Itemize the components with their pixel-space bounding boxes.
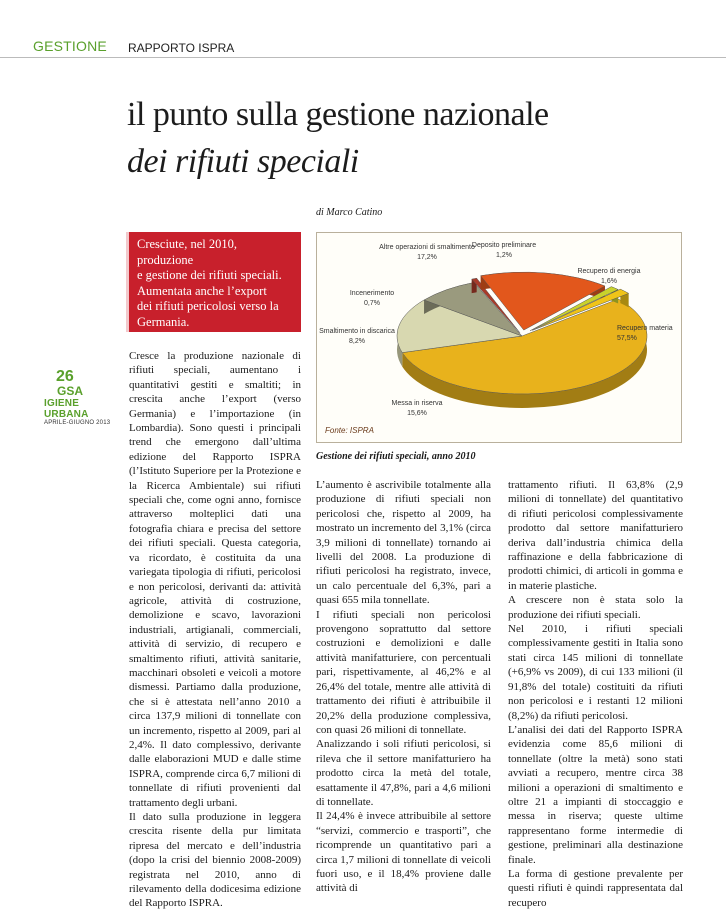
page-number: 26 (56, 368, 74, 385)
paragraph: trattamento rifiuti. Il 63,8% (2,9 milioni di tonnellate) del quantitativo di rifiuti pericolosi complessivamente prodotto dal settore manifatturiero deriva dall’industria chimica della raffinazione e della fabbricazione di prodotti chimici, di articoli in gomma e in materie plastiche. (508, 479, 683, 592)
slice-value-label: 15,6% (407, 410, 427, 417)
highlight-line: Aumentata anche l’export (137, 283, 267, 298)
slice-label: Recupero di energia (577, 268, 641, 275)
headline-line-1: il punto sulla gestione nazionale (127, 96, 549, 133)
slice-label: Recupero materia (617, 325, 673, 332)
paragraph: Il dato sulla produzione in leggera crescita risente della pur limitata ripresa del mercato e dell’industria (dopo la crisi del biennio 2008-2009) registrata nel 2010, anno di rilevamento della dodicesima edizione del Rapporto ISPRA. (129, 811, 301, 910)
highlight-box (126, 232, 301, 332)
paragraph: Cresce la produzione nazionale di rifiuti speciali, aumentano i quantitativi gestiti e smaltiti; in crescita anche l’export (verso Germania) e l’importazione (in Lombardia). Sono questi i principali trend che emergono dall’ultima edizione del Rapporto ISPRA (l’Istituto Superiore per la Protezione e la Ricerca Ambientale) sui rifiuti speciali che, come ogni anno, fornisce attraverso molteplici dati una fotografia chiara e precisa del settore dei rifiuti speciali. Questa categoria, va ricordato, è costituita da una variegata tipologia di rifiuti, pericolosi e non pericolosi, derivanti da: attività agricole, attività di costruzione, demolizione e scavo, lavorazioni industriali, artigianali, commerciali, attività di servizio, di recupero e smaltimento rifiuti, attività sanitarie, macchinari obsoleti e veicoli a motore dismessi. Partiamo dalla produzione, che si è attestata nell’anno 2010 a circa 137,9 milioni di tonnellate con un incremento, rispetto al 2009, pari al 2,4%. Il dato complessivo, derivante dalle elaborazioni MUD e dalle stime ISPRA, comprende circa 6,7 milioni di tonnellate di rifiuti provenienti dal trattamento degli urbani. (129, 350, 301, 809)
byline: di Marco Catino (316, 207, 383, 218)
paragraph: Il 24,4% è invece attribuibile al settore “servizi, commercio e trasporti”, che ricomprende un quantitativo pari a circa 1,7 milioni di tonnellate di veicoli fuori uso, e il 18,4% proviene dalle attività di (316, 810, 491, 895)
slice-label: Deposito preliminare (471, 242, 537, 249)
pie-chart (317, 233, 681, 442)
slice-label: Messa in riserva (391, 400, 443, 407)
paragraph: La forma di gestione prevalente per questi rifiuti è quindi rappresentata dal recupero (508, 867, 683, 909)
magazine-name: IGIENE URBANA (44, 398, 89, 420)
slice-value-label: 1,6% (601, 278, 617, 285)
paragraph: L’analisi dei dati del Rapporto ISPRA evidenzia come 85,6 milioni di tonnellate (oltre la metà) sono stati avviati a recupero, mentre circa 38 milioni a operazioni di smaltimento e oltre 21 a impianti di stoccaggio e messa in riserva; queste ultime rappresentano forme intermedie di gestione, preliminari alla destinazione finale. (508, 723, 683, 866)
slice-value-label: 0,7% (364, 300, 380, 307)
chart-caption: Gestione dei rifiuti speciali, anno 2010 (316, 451, 476, 462)
chart-source: Fonte: ISPRA (325, 426, 374, 435)
paragraph: A crescere non è stata solo la produzione dei rifiuti speciali. (508, 594, 683, 621)
highlight-line: e gestione dei rifiuti speciali. (137, 268, 282, 282)
paragraph: I rifiuti speciali non pericolosi provengono soprattutto dal settore costruzioni e demolizioni e dalle attività manifatturiere, con percentuali pari, rispettivamente, al 46,2% e al 26,4% del totale, mentre alle attività di trattamento dei rifiuti è attribuibile il 20,2% della produzione complessiva, con quasi 26 milioni di tonnellate. (316, 608, 491, 736)
headline-line-2: dei rifiuti speciali (127, 143, 359, 180)
brand-logo: GSA (57, 384, 84, 398)
text-column-2 (316, 478, 491, 896)
paragraph: Analizzando i soli rifiuti pericolosi, si rileva che il settore manifatturiero ha prodotto circa la metà del totale, esattamente il 47,8%, pari a 4,6 milioni di tonnellate. (316, 738, 491, 808)
header-divider (0, 57, 726, 58)
slice-label: Smaltimento in discarica (319, 328, 395, 335)
text-column-1 (129, 349, 301, 911)
pie-chart-panel (316, 232, 682, 443)
section-label: GESTIONE (33, 38, 107, 54)
highlight-line: Cresciute, nel 2010, produzione (137, 237, 237, 267)
paragraph: Nel 2010, i rifiuti speciali complessivamente gestiti in Italia sono stati circa 145 milioni di tonnellate (+6,9% vs 2009), di cui 133 milioni (il 91,8% del totale) costituiti da rifiuti non pericolosi e i restanti 12 milioni (8,2%) da rifiuti pericolosi. (508, 623, 683, 722)
slice-value-label: 17,2% (417, 254, 437, 261)
page-badge (38, 368, 118, 426)
slice-value-label: 1,2% (496, 252, 512, 259)
text-column-3 (508, 478, 683, 910)
slice-label: Incenerimento (349, 290, 395, 297)
highlight-line: Germania. (137, 314, 190, 329)
slice-value-label: 8,2% (349, 338, 365, 345)
paragraph: L’aumento è ascrivibile totalmente alla produzione di rifiuti speciali non pericolosi che, rispetto al 2009, ha mostrato un incremento del 3,1% (circa 3,9 milioni di tonnellate) tornando ai livelli del 2008. La produzione di rifiuti pericolosi ha registrato, invece, un calo percentuale del 6,3%, pari a quasi 655 mila tonnellate. (316, 479, 491, 607)
issue-date: APRILE-GIUGNO 2013 (44, 420, 111, 426)
slice-label: Altre operazioni di smaltimento (379, 244, 475, 251)
rubric-label: RAPPORTO ISPRA (128, 41, 235, 55)
highlight-line: dei rifiuti pericolosi verso la (137, 299, 279, 313)
slice-value-label: 57,5% (617, 335, 637, 342)
